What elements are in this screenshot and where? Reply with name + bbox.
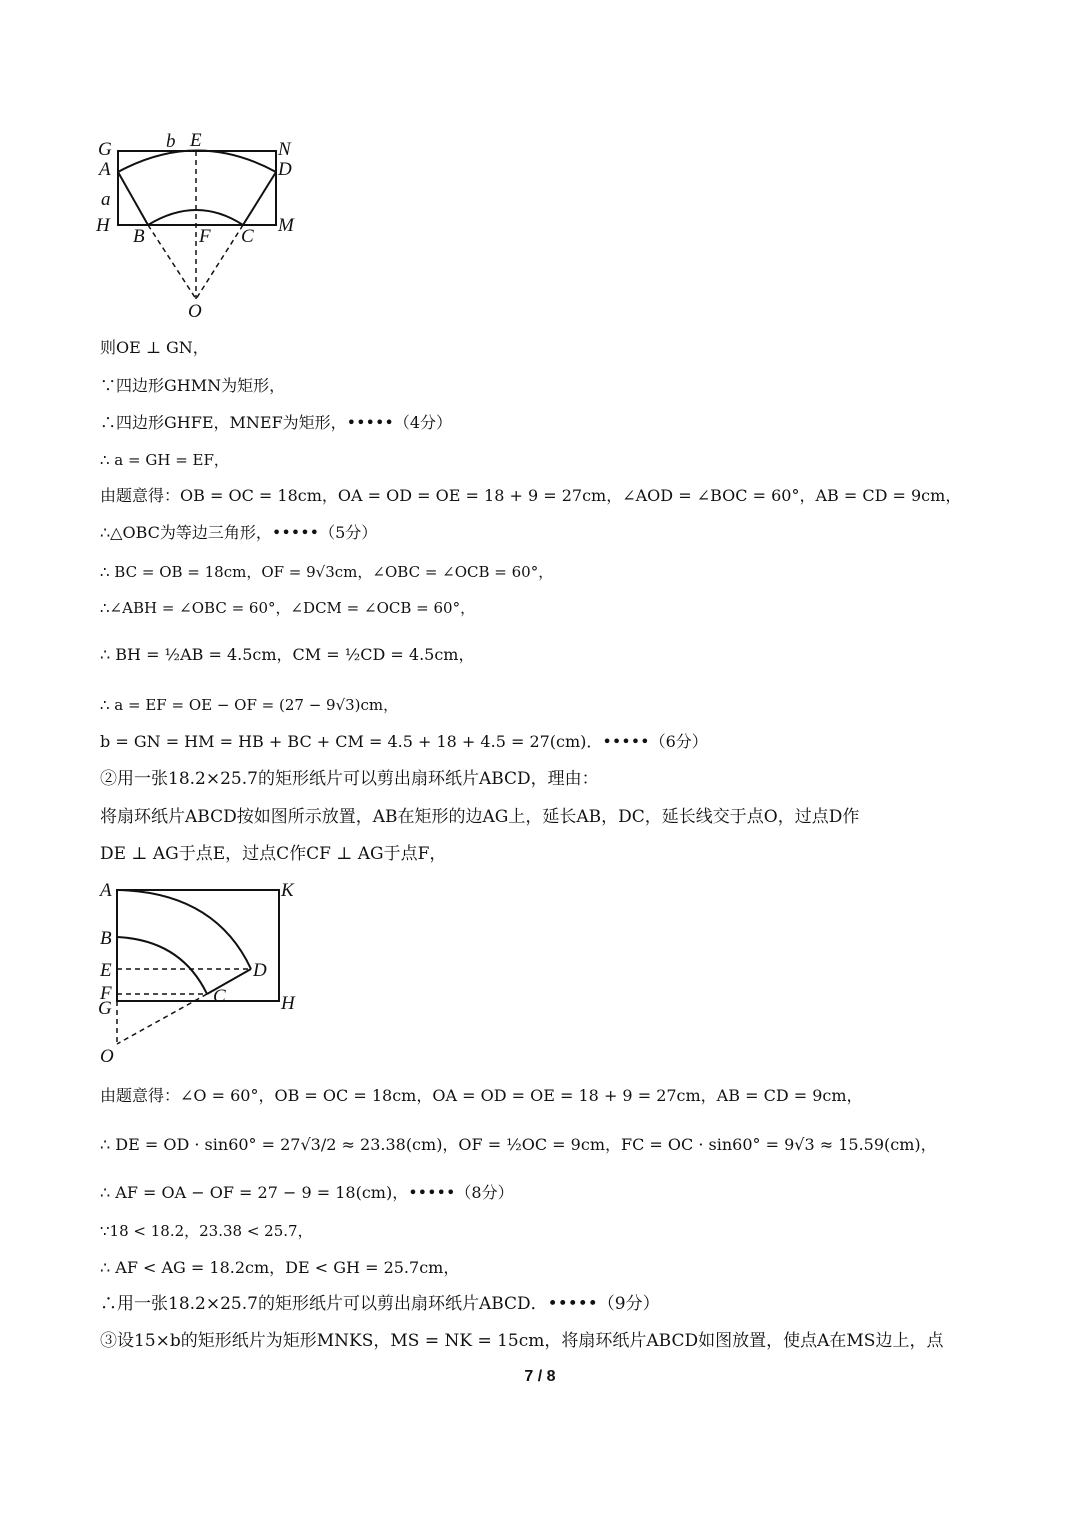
text-line-17: ∴ AF = OA − OF = 27 − 9 = 18(cm)，•••••（8分） (100, 1183, 514, 1202)
label-D: D (253, 960, 267, 981)
text-line-16: ∴ DE = OD · sin60° = 27√3/2 ≈ 23.38(cm)，OF = ½OC = 9cm，FC = OC · sin60° = 9√3 ≈ 15.59(cm)， (100, 1135, 937, 1154)
label-M: M (278, 215, 294, 236)
label-D: D (278, 159, 292, 180)
text-line-4: ∴ a = GH = EF， (100, 451, 229, 469)
figure-2-sector-in-rectangle (95, 872, 310, 1067)
label-A: A (99, 159, 111, 180)
segment-AB (118, 172, 148, 225)
text-line-14: DE ⊥ AG于点E，过点C作CF ⊥ AG于点F， (100, 844, 447, 864)
figure-1-sector-in-rectangle (90, 125, 310, 320)
label-C: C (241, 226, 254, 247)
text-line-6: ∴△OBC为等边三角形，•••••（5分） (100, 523, 378, 542)
text-line-18: ∵18 < 18.2，23.38 < 25.7， (100, 1222, 313, 1240)
label-E: E (190, 130, 202, 151)
text-line-21: ③设15×b的矩形纸片为矩形MNKS，MS = NK = 15cm，将扇环纸片ABCD如图放置，使点A在MS边上，点 (100, 1331, 944, 1351)
label-H: H (281, 993, 295, 1014)
text-line-19: ∴ AF < AG = 18.2cm，DE < GH = 25.7cm， (100, 1258, 460, 1277)
outer-arc-AD (118, 151, 276, 173)
text-line-13: 将扇环纸片ABCD按如图所示放置，AB在矩形的边AG上，延长AB，DC，延长线交于点O，过点D作 (100, 807, 860, 827)
label-O: O (188, 301, 202, 320)
text-line-1: 则OE ⊥ GN， (100, 338, 209, 357)
text-line-15: 由题意得：∠O = 60°，OB = OC = 18cm，OA = OD = OE = 18 + 9 = 27cm，AB = CD = 9cm， (100, 1086, 863, 1105)
label-B: B (100, 928, 112, 949)
label-H: H (96, 215, 110, 236)
label-C: C (213, 986, 226, 1007)
label-G: G (98, 998, 112, 1019)
label-G: G (98, 139, 112, 160)
text-line-9: ∴ BH = ½AB = 4.5cm，CM = ½CD = 4.5cm， (100, 645, 475, 664)
label-b: b (166, 131, 176, 152)
text-line-20: ∴用一张18.2×25.7的矩形纸片可以剪出扇环纸片ABCD．•••••（9分） (100, 1294, 660, 1314)
label-O: O (100, 1046, 114, 1067)
page-number: 7 / 8 (524, 1368, 556, 1385)
label-A: A (100, 880, 112, 901)
text-line-11: b = GN = HM = HB + BC + CM = 4.5 + 18 + 4.5 = 27(cm)．•••••（6分） (100, 732, 708, 751)
text-line-5: 由题意得：OB = OC = 18cm，OA = OD = OE = 18 + 9 = 27cm，∠AOD = ∠BOC = 60°，AB = CD = 9cm， (100, 486, 962, 505)
inner-arc-BC (117, 937, 207, 994)
label-F: F (100, 983, 112, 1004)
label-F: F (199, 226, 211, 247)
segment-DC (243, 172, 276, 225)
text-line-12: ②用一张18.2×25.7的矩形纸片可以剪出扇环纸片ABCD，理由： (100, 769, 599, 789)
label-a: a (101, 189, 111, 210)
label-B: B (133, 226, 145, 247)
label-N: N (278, 139, 291, 160)
label-E: E (100, 960, 112, 981)
rectangle-AKHG (117, 890, 279, 1001)
label-K: K (281, 880, 294, 901)
text-line-7: ∴ BC = OB = 18cm，OF = 9√3cm，∠OBC = ∠OCB = 60°， (100, 563, 554, 581)
outer-arc-AD (117, 890, 251, 969)
text-line-2: ∵四边形GHMN为矩形， (100, 376, 286, 395)
dashed-BO (148, 225, 196, 299)
text-line-3: ∴四边形GHFE，MNEF为矩形，•••••（4分） (100, 413, 453, 432)
text-line-8: ∴∠ABH = ∠OBC = 60°，∠DCM = ∠OCB = 60°， (100, 599, 476, 617)
text-line-10: ∴ a = EF = OE − OF = (27 − 9√3)cm， (100, 696, 399, 714)
